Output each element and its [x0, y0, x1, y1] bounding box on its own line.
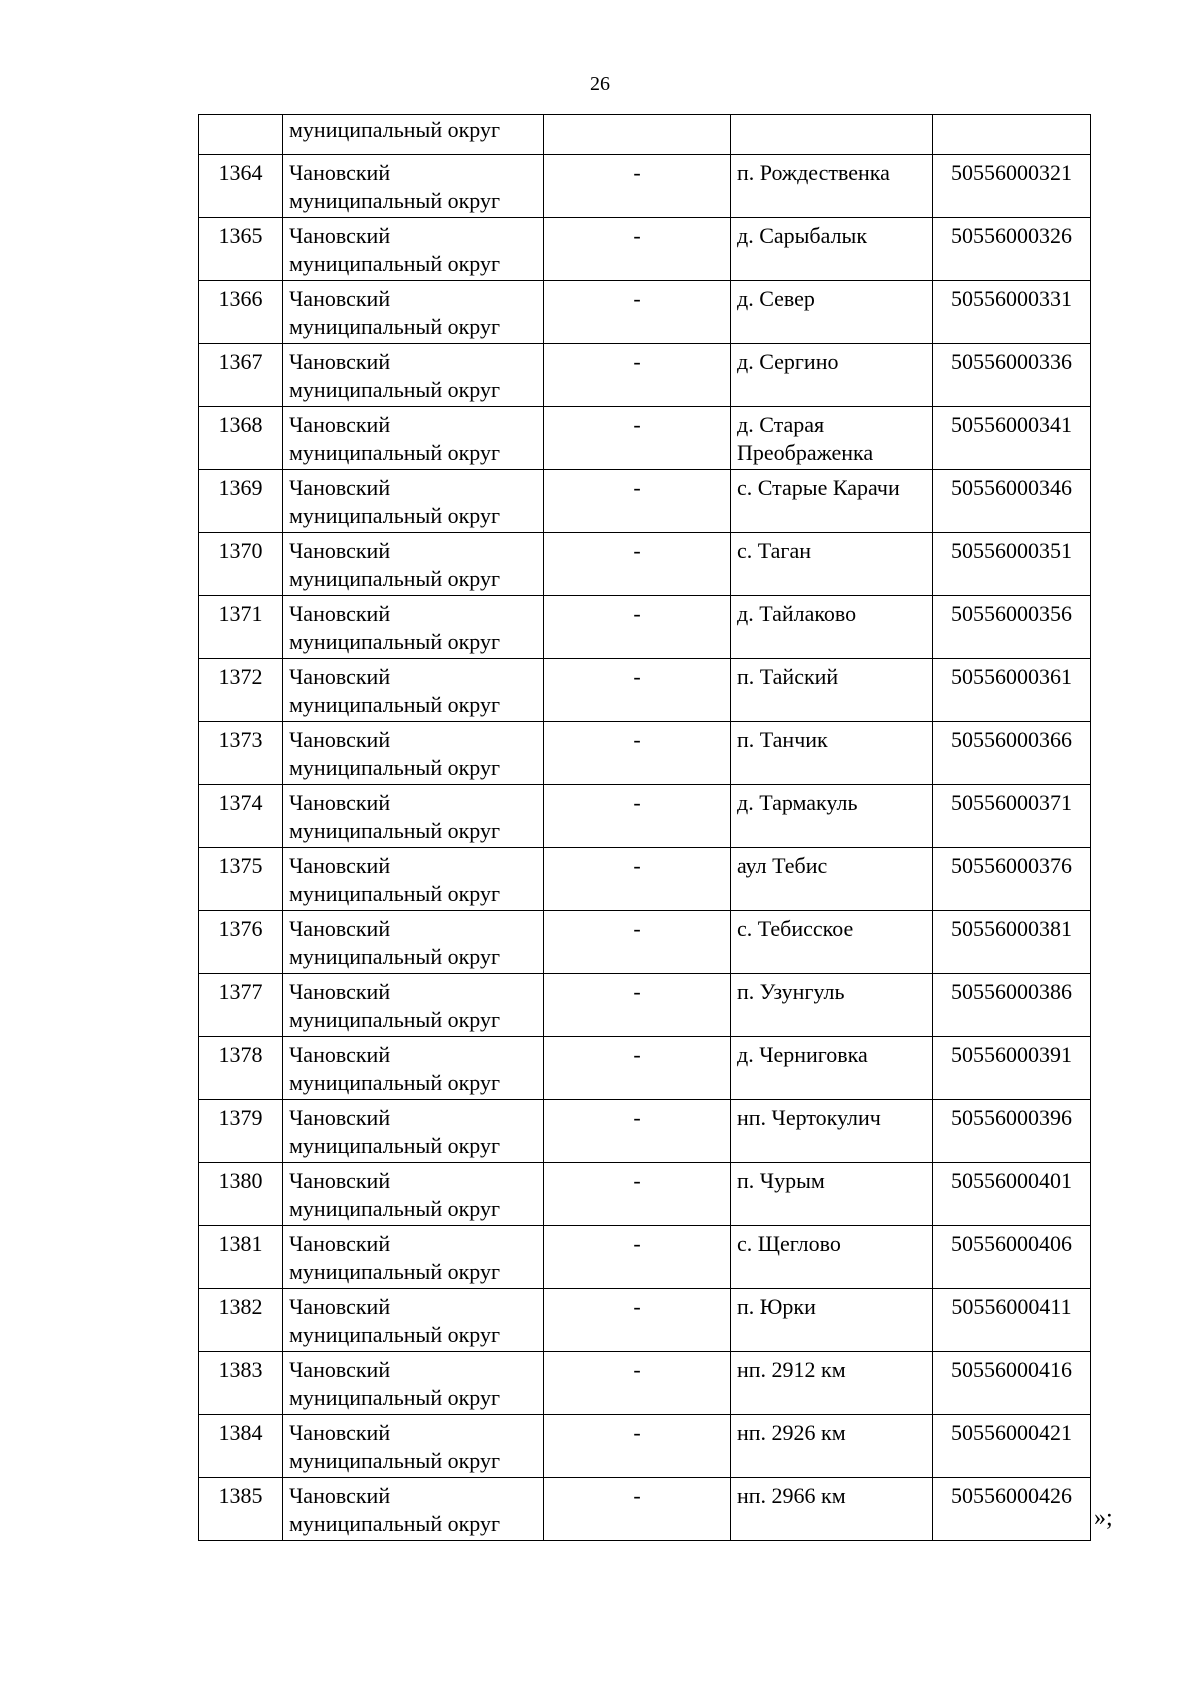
table-row-continuation [199, 115, 1091, 155]
type-cell: - [544, 1037, 731, 1100]
settlement-cell: д. Черниговка [731, 1037, 933, 1100]
oktmo-code-cell: 50556000411 [933, 1289, 1091, 1352]
district-cell [283, 1352, 544, 1415]
table-row [199, 218, 1091, 281]
table-row [199, 1163, 1091, 1226]
oktmo-code-cell: 50556000361 [933, 659, 1091, 722]
table-row [199, 722, 1091, 785]
oktmo-code-cell: 50556000321 [933, 155, 1091, 218]
oktmo-code-cell [933, 115, 1091, 155]
settlement-registry-table [198, 114, 1091, 1541]
type-cell: - [544, 218, 731, 281]
table-row [199, 470, 1091, 533]
table-row [199, 1415, 1091, 1478]
district-name: Чановский [289, 727, 391, 752]
district-name: Чановский [289, 1168, 391, 1193]
settlement-cell: аул Тебис [731, 848, 933, 911]
type-cell: - [544, 1289, 731, 1352]
district-name: Чановский [289, 160, 391, 185]
district-type: муниципальный округ [289, 629, 501, 654]
row-number-cell: 1382 [199, 1289, 283, 1352]
district-type: муниципальный округ [289, 503, 501, 528]
district-cell [283, 344, 544, 407]
district-cell [283, 533, 544, 596]
district-type: муниципальный округ [289, 1511, 501, 1536]
district-cell [283, 1163, 544, 1226]
row-number-cell: 1376 [199, 911, 283, 974]
type-cell: - [544, 848, 731, 911]
district-cell [283, 596, 544, 659]
district-cell [283, 974, 544, 1037]
row-number-cell: 1364 [199, 155, 283, 218]
table-row [199, 1100, 1091, 1163]
district-type: муниципальный округ [289, 566, 501, 591]
type-cell: - [544, 596, 731, 659]
district-type: муниципальный округ [289, 251, 501, 276]
row-number-cell: 1379 [199, 1100, 283, 1163]
settlement-cell: д. Север [731, 281, 933, 344]
district-name: Чановский [289, 538, 391, 563]
settlement-cell: д. Старая Преображенка [731, 407, 933, 470]
row-number-cell [199, 115, 283, 155]
district-type: муниципальный округ [289, 1196, 501, 1221]
settlement-cell: п. Юрки [731, 1289, 933, 1352]
district-type: муниципальный округ [289, 755, 501, 780]
district-name: Чановский [289, 1042, 391, 1067]
type-cell: - [544, 974, 731, 1037]
type-cell: - [544, 533, 731, 596]
table-row [199, 344, 1091, 407]
oktmo-code-cell: 50556000381 [933, 911, 1091, 974]
type-cell: - [544, 785, 731, 848]
district-cell [283, 1478, 544, 1541]
table-row [199, 785, 1091, 848]
district-name: Чановский [289, 853, 391, 878]
table-body [199, 115, 1091, 1541]
type-cell: - [544, 1352, 731, 1415]
row-number-cell: 1372 [199, 659, 283, 722]
table-row [199, 974, 1091, 1037]
district-cell [283, 470, 544, 533]
district-name: Чановский [289, 1294, 391, 1319]
settlement-cell: п. Тайский [731, 659, 933, 722]
type-cell: - [544, 155, 731, 218]
row-number-cell: 1366 [199, 281, 283, 344]
district-cell [283, 1289, 544, 1352]
row-number-cell: 1373 [199, 722, 283, 785]
district-name: Чановский [289, 601, 391, 626]
oktmo-code-cell: 50556000426 [933, 1478, 1091, 1541]
district-cell [283, 659, 544, 722]
district-type: муниципальный округ [289, 944, 501, 969]
district-name: Чановский [289, 664, 391, 689]
oktmo-code-cell: 50556000396 [933, 1100, 1091, 1163]
type-cell: - [544, 1100, 731, 1163]
district-name: Чановский [289, 1420, 391, 1445]
district-cell [283, 722, 544, 785]
settlement-cell: с. Старые Карачи [731, 470, 933, 533]
row-number-cell: 1378 [199, 1037, 283, 1100]
oktmo-code-cell: 50556000351 [933, 533, 1091, 596]
row-number-cell: 1365 [199, 218, 283, 281]
oktmo-code-cell: 50556000421 [933, 1415, 1091, 1478]
district-name: Чановский [289, 916, 391, 941]
district-type: муниципальный округ [289, 440, 501, 465]
settlement-cell: п. Чурым [731, 1163, 933, 1226]
table-row [199, 1037, 1091, 1100]
row-number-cell: 1370 [199, 533, 283, 596]
oktmo-code-cell: 50556000371 [933, 785, 1091, 848]
oktmo-code-cell: 50556000346 [933, 470, 1091, 533]
type-cell: - [544, 281, 731, 344]
district-name: Чановский [289, 1483, 391, 1508]
page-number: 26 [590, 73, 610, 95]
type-cell: - [544, 1478, 731, 1541]
district-cell: муниципальный округ [283, 115, 544, 155]
district-cell [283, 785, 544, 848]
table-row [199, 1478, 1091, 1541]
district-name: Чановский [289, 223, 391, 248]
district-type: муниципальный округ [289, 818, 501, 843]
district-cell [283, 1415, 544, 1478]
settlement-cell: нп. 2926 км [731, 1415, 933, 1478]
type-cell: - [544, 470, 731, 533]
row-number-cell: 1381 [199, 1226, 283, 1289]
district-name: Чановский [289, 1357, 391, 1382]
oktmo-code-cell: 50556000341 [933, 407, 1091, 470]
table-row [199, 1226, 1091, 1289]
district-name: Чановский [289, 979, 391, 1004]
district-cell [283, 155, 544, 218]
settlement-cell: с. Тебисское [731, 911, 933, 974]
type-cell: - [544, 1226, 731, 1289]
type-cell: - [544, 1163, 731, 1226]
type-cell: - [544, 911, 731, 974]
oktmo-code-cell: 50556000331 [933, 281, 1091, 344]
oktmo-code-cell: 50556000326 [933, 218, 1091, 281]
oktmo-code-cell: 50556000366 [933, 722, 1091, 785]
district-name: Чановский [289, 790, 391, 815]
district-cell [283, 281, 544, 344]
settlement-cell: д. Сергино [731, 344, 933, 407]
settlement-cell: п. Узунгуль [731, 974, 933, 1037]
district-cell [283, 911, 544, 974]
row-number-cell: 1384 [199, 1415, 283, 1478]
table-row [199, 596, 1091, 659]
type-cell: - [544, 344, 731, 407]
oktmo-code-cell: 50556000401 [933, 1163, 1091, 1226]
oktmo-code-cell: 50556000406 [933, 1226, 1091, 1289]
district-type: муниципальный округ [289, 1385, 501, 1410]
row-number-cell: 1367 [199, 344, 283, 407]
type-cell: - [544, 722, 731, 785]
district-cell [283, 1037, 544, 1100]
row-number-cell: 1375 [199, 848, 283, 911]
district-cell [283, 218, 544, 281]
settlement-cell: п. Рождественка [731, 155, 933, 218]
district-type: муниципальный округ [289, 1070, 501, 1095]
settlement-cell: д. Тайлаково [731, 596, 933, 659]
district-type: муниципальный округ [289, 1259, 501, 1284]
district-type: муниципальный округ [289, 881, 501, 906]
district-name: Чановский [289, 1105, 391, 1130]
district-type: муниципальный округ [289, 1007, 501, 1032]
row-number-cell: 1371 [199, 596, 283, 659]
table-row [199, 533, 1091, 596]
settlement-cell: п. Танчик [731, 722, 933, 785]
district-cell [283, 407, 544, 470]
row-number-cell: 1368 [199, 407, 283, 470]
table-row [199, 911, 1091, 974]
oktmo-code-cell: 50556000391 [933, 1037, 1091, 1100]
oktmo-code-cell: 50556000416 [933, 1352, 1091, 1415]
district-cell [283, 848, 544, 911]
type-cell: - [544, 659, 731, 722]
district-name: Чановский [289, 475, 391, 500]
table-row [199, 407, 1091, 470]
district-type: муниципальный округ [289, 1322, 501, 1347]
district-cell [283, 1226, 544, 1289]
district-name: Чановский [289, 1231, 391, 1256]
settlement-cell [731, 115, 933, 155]
table-row [199, 659, 1091, 722]
settlement-cell: нп. Чертокулич [731, 1100, 933, 1163]
district-name: Чановский [289, 412, 391, 437]
oktmo-code-cell: 50556000356 [933, 596, 1091, 659]
row-number-cell: 1385 [199, 1478, 283, 1541]
settlement-cell: нп. 2966 км [731, 1478, 933, 1541]
table-row [199, 281, 1091, 344]
settlement-cell: с. Таган [731, 533, 933, 596]
row-number-cell: 1374 [199, 785, 283, 848]
district-cell [283, 1100, 544, 1163]
table-row [199, 1289, 1091, 1352]
row-number-cell: 1369 [199, 470, 283, 533]
oktmo-code-cell: 50556000336 [933, 344, 1091, 407]
district-type: муниципальный округ [289, 1133, 501, 1158]
district-type: муниципальный округ [289, 1448, 501, 1473]
table-row [199, 1352, 1091, 1415]
settlement-cell: д. Сарыбалык [731, 218, 933, 281]
district-type: муниципальный округ [289, 314, 501, 339]
table-row [199, 848, 1091, 911]
type-cell: - [544, 1415, 731, 1478]
type-cell: - [544, 407, 731, 470]
district-type: муниципальный округ [289, 692, 501, 717]
district-name: Чановский [289, 349, 391, 374]
closing-quote-mark: »; [1094, 1505, 1113, 1531]
district-name: Чановский [289, 286, 391, 311]
row-number-cell: 1383 [199, 1352, 283, 1415]
district-type: муниципальный округ [289, 188, 501, 213]
oktmo-code-cell: 50556000376 [933, 848, 1091, 911]
row-number-cell: 1380 [199, 1163, 283, 1226]
settlement-cell: с. Щеглово [731, 1226, 933, 1289]
settlement-cell: нп. 2912 км [731, 1352, 933, 1415]
oktmo-code-cell: 50556000386 [933, 974, 1091, 1037]
table-row [199, 155, 1091, 218]
settlement-cell: д. Тармакуль [731, 785, 933, 848]
type-cell [544, 115, 731, 155]
district-type: муниципальный округ [289, 377, 501, 402]
row-number-cell: 1377 [199, 974, 283, 1037]
